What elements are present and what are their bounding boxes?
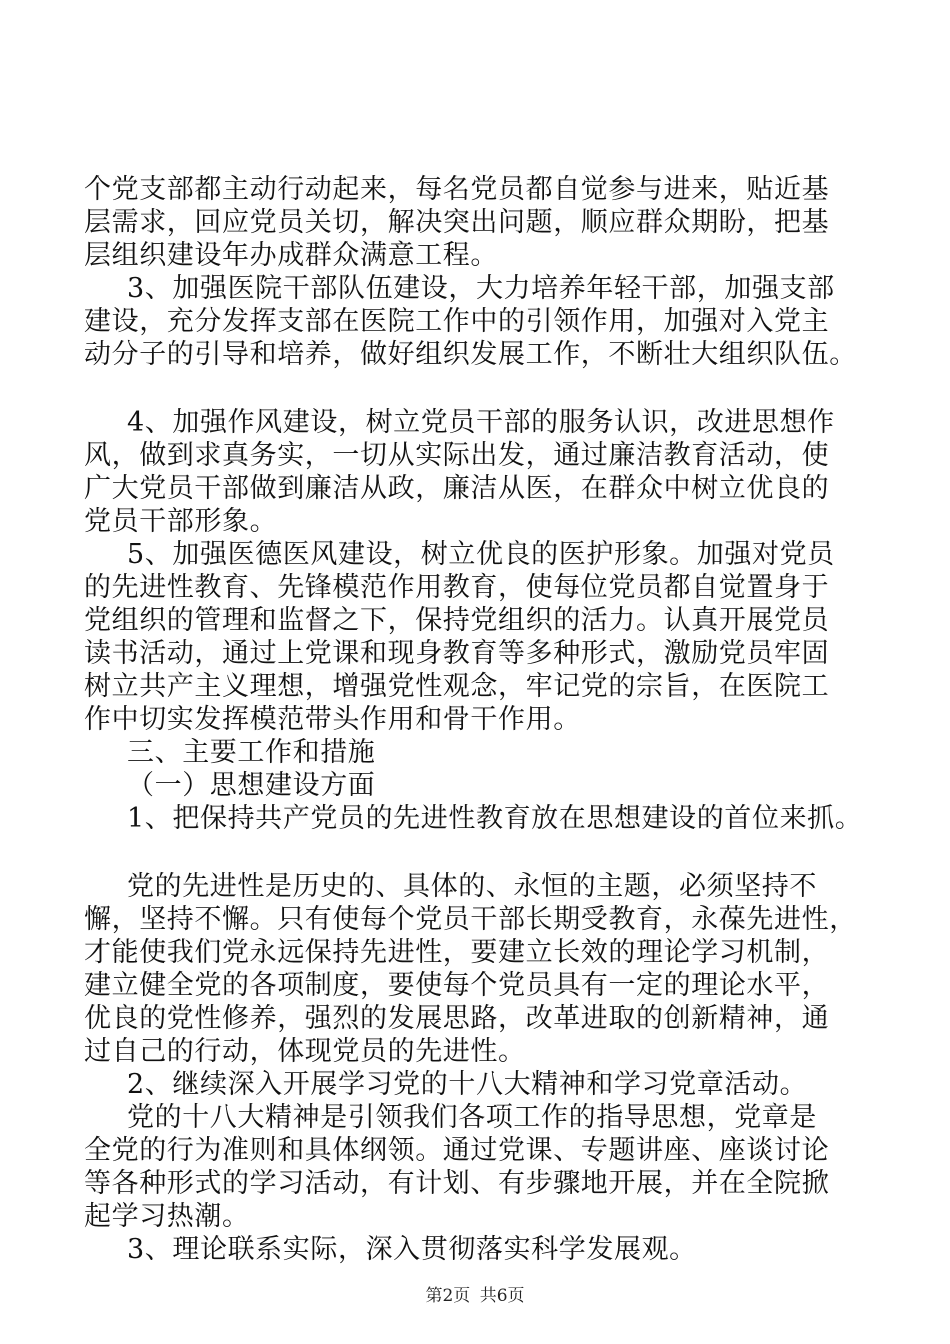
text-line: 广大党员干部做到廉洁从政，廉洁从医，在群众中树立优良的 — [84, 473, 830, 504]
text-line: 动分子的引导和培养，做好组织发展工作，不断壮大组织队伍。 — [84, 339, 857, 370]
text-line: 过自己的行动，体现党员的先进性。 — [84, 1036, 526, 1067]
text-line: 3、加强医院干部队伍建设，大力培养年轻干部，加强支部 — [127, 273, 835, 304]
text-line: 党员干部形象。 — [84, 506, 278, 537]
text-line: 风，做到求真务实，一切从实际出发，通过廉洁教育活动，使 — [84, 440, 830, 471]
text-line: 层组织建设年办成群众满意工程。 — [84, 240, 498, 271]
subsection-heading: （一）思想建设方面 — [127, 770, 376, 801]
text-line: 树立共产主义理想，增强党性观念，牢记党的宗旨，在医院工 — [84, 671, 830, 702]
text-line: 优良的党性修养，强烈的发展思路，改革进取的创新精神，通 — [84, 1003, 830, 1034]
page-number: 第2页 — [425, 1286, 471, 1306]
text-line: 才能使我们党永远保持先进性，要建立长效的理论学习机制， — [84, 937, 830, 968]
text-line: 2、继续深入开展学习党的十八大精神和学习党章活动。 — [127, 1069, 808, 1100]
text-line: 个党支部都主动行动起来，每名党员都自觉参与进来，贴近基 — [84, 174, 830, 205]
text-line: 读书活动，通过上党课和现身教育等多种形式，激励党员牢固 — [84, 638, 830, 669]
text-line: 1、把保持共产党员的先进性教育放在思想建设的首位来抓。 — [127, 803, 863, 834]
text-line: 等各种形式的学习活动，有计划、有步骤地开展，并在全院掀 — [84, 1168, 830, 1199]
text-line: 建立健全党的各项制度，要使每个党员具有一定的理论水平， — [84, 970, 830, 1001]
page-footer — [0, 1285, 950, 1307]
text-line: 5、加强医德医风建设，树立优良的医护形象。加强对党员 — [127, 539, 835, 570]
text-line: 懈，坚持不懈。只有使每个党员干部长期受教育，永葆先进性， — [84, 904, 857, 935]
text-line: 党组织的管理和监督之下，保持党组织的活力。认真开展党员 — [84, 605, 830, 636]
text-line: 层需求，回应党员关切，解决突出问题，顺应群众期盼，把基 — [84, 207, 830, 238]
text-line: 的先进性教育、先锋模范作用教育，使每位党员都自觉置身于 — [84, 572, 830, 603]
section-heading: 三、主要工作和措施 — [127, 737, 376, 768]
text-line: 3、理论联系实际，深入贯彻落实科学发展观。 — [127, 1234, 697, 1265]
text-line: 党的十八大精神是引领我们各项工作的指导思想，党章是 — [127, 1102, 817, 1133]
text-line: 起学习热潮。 — [84, 1201, 250, 1232]
text-line: 全党的行为准则和具体纲领。通过党课、专题讲座、座谈讨论 — [84, 1135, 830, 1166]
page-total: 共6页 — [479, 1286, 525, 1306]
text-line: 建设，充分发挥支部在医院工作中的引领作用，加强对入党主 — [84, 306, 830, 337]
text-line: 4、加强作风建设，树立党员干部的服务认识，改进思想作 — [127, 407, 835, 438]
text-line: 党的先进性是历史的、具体的、永恒的主题，必须坚持不 — [127, 871, 817, 902]
text-line: 作中切实发挥模范带头作用和骨干作用。 — [84, 704, 581, 735]
